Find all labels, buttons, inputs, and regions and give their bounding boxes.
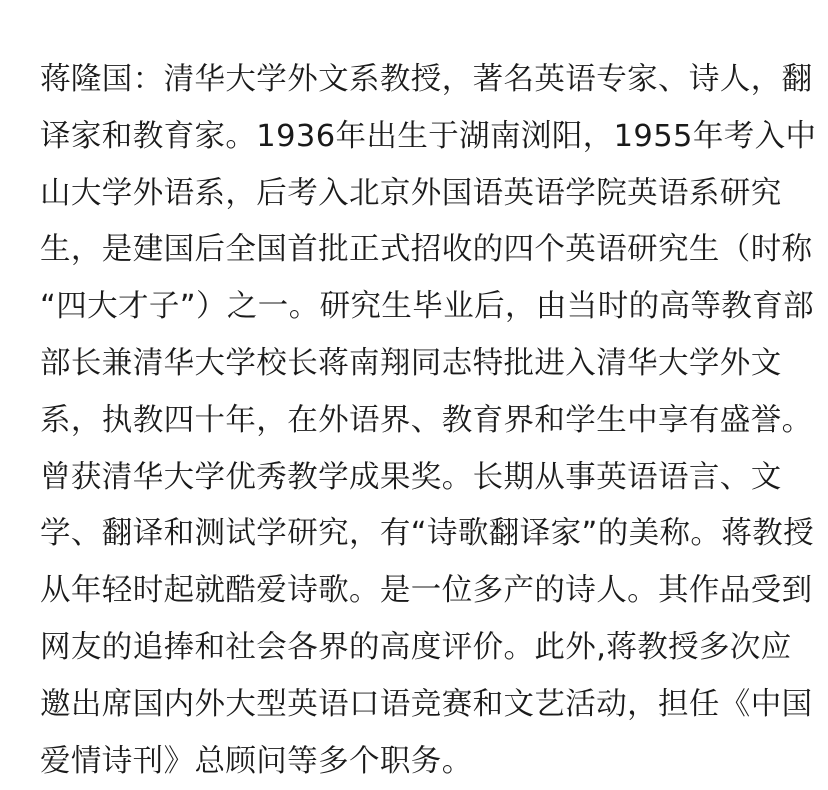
text-line: 学、翻译和测试学研究，有“诗歌翻译家”的美称。蒋教授: [40, 516, 815, 552]
text-line: 部长兼清华大学校长蒋南翔同志特批进入清华大学外文: [40, 345, 782, 381]
text-line: 爱情诗刊》总顾问等多个职务。: [40, 743, 473, 779]
text-line: 山大学外语系，后考入北京外国语英语学院英语系研究: [40, 175, 782, 211]
text-line: 系，执教四十年，在外语界、教育界和学生中享有盛誉。: [40, 402, 813, 438]
biography-text-block: [40, 52, 817, 790]
text-line: 曾获清华大学优秀教学成果奖。长期从事英语语言、文: [40, 459, 782, 495]
text-line: 生，是建国后全国首批正式招收的四个英语研究生（时称: [40, 232, 813, 268]
text-line: “四大才子”）之一。研究生毕业后，由当时的高等教育部: [40, 289, 815, 325]
text-line: 蒋隆国：清华大学外文系教授，著名英语专家、诗人，翻: [40, 62, 813, 97]
text-line: 网友的追捧和社会各界的高度评价。此外,蒋教授多次应: [40, 629, 792, 665]
text-line: 译家和教育家。1936年出生于湖南浏阳，1955年考入中: [40, 118, 817, 154]
text-line: 邀出席国内外大型英语口语竞赛和文艺活动，担任《中国: [40, 686, 813, 722]
text-line: 从年轻时起就酷爱诗歌。是一位多产的诗人。其作品受到: [40, 573, 813, 609]
